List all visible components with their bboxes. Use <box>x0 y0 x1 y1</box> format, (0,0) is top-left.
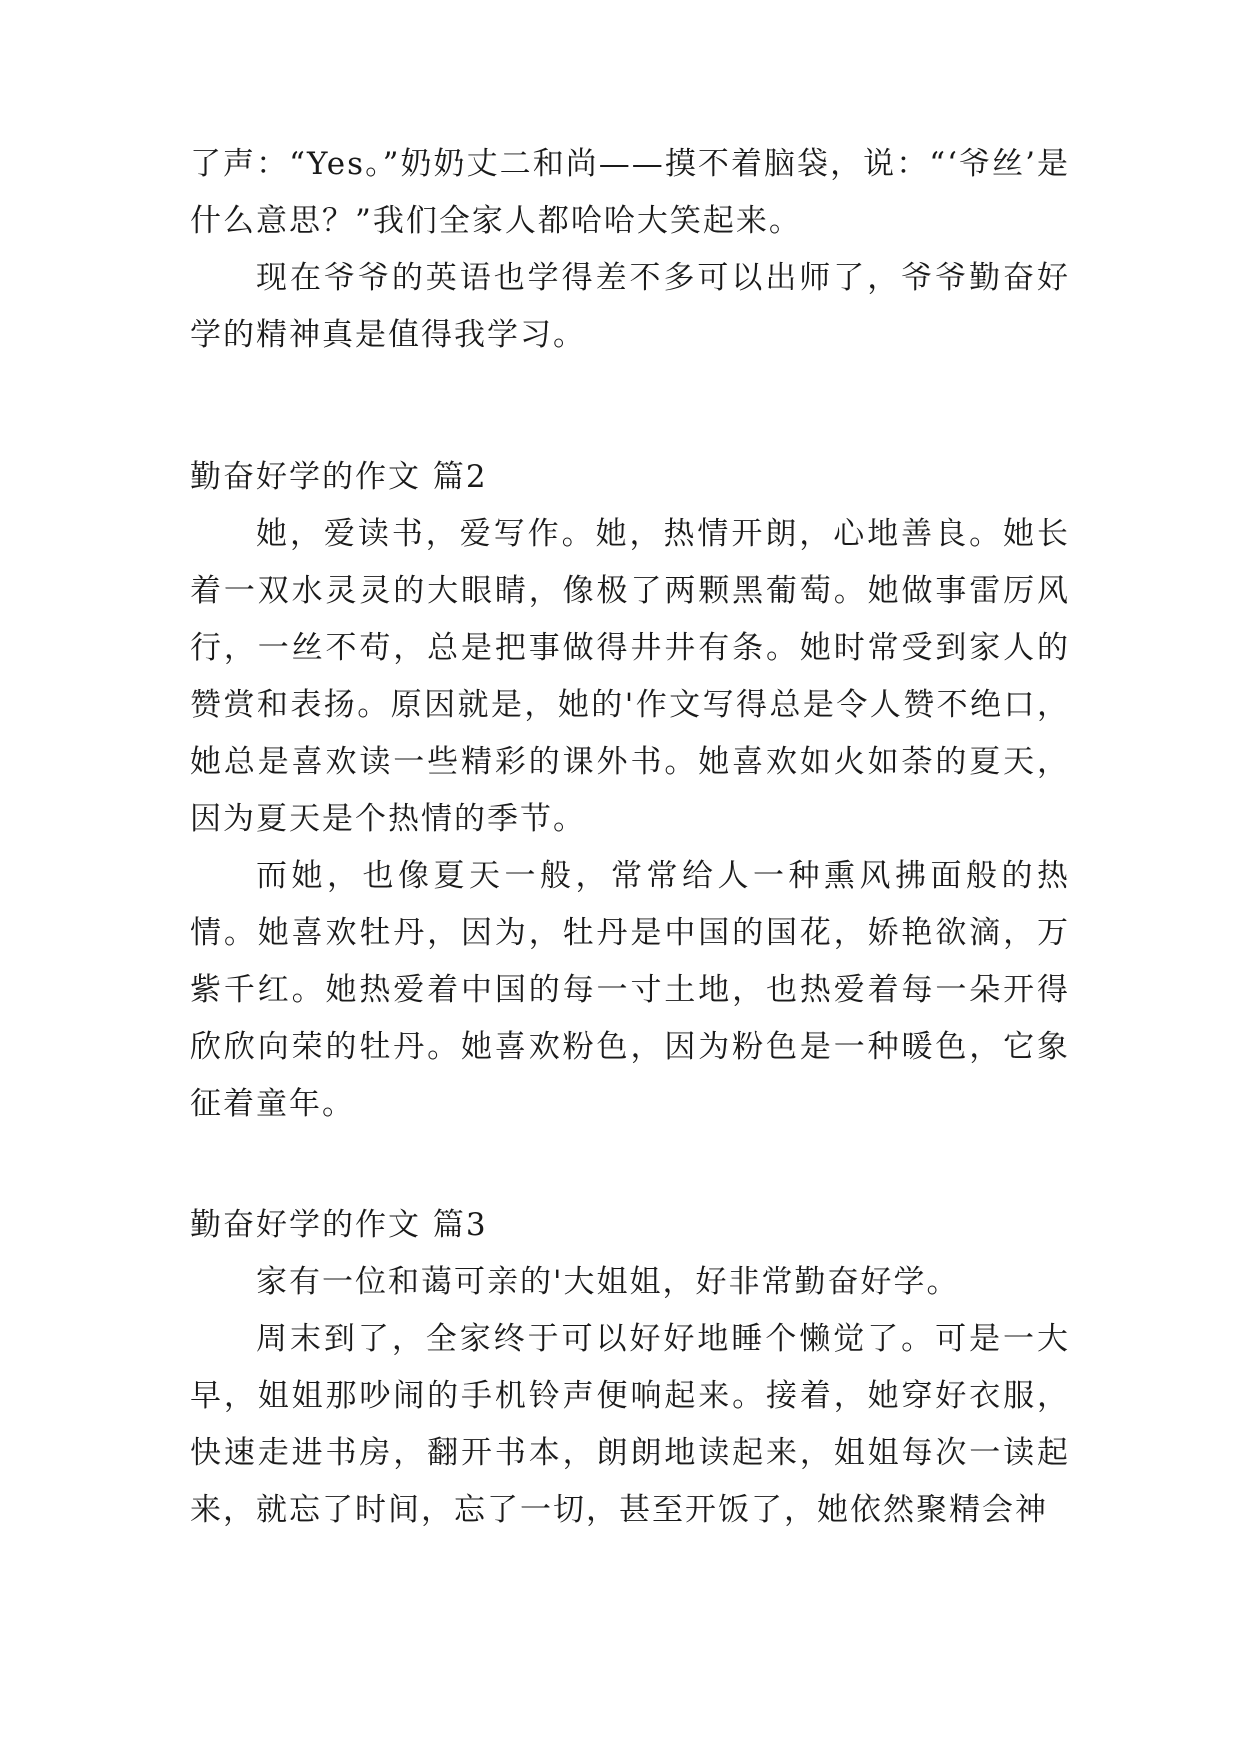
section-2-paragraph-2: 而她，也像夏天一般，常常给人一种熏风拂面般的热情。她喜欢牡丹，因为，牡丹是中国的国花，娇艳欲滴，万紫千红。她热爱着中国的每一寸土地，也热爱着每一朵开得欣欣向荣的牡丹。她喜欢粉色，因为粉色是一种暖色，它象征着童年。 <box>190 858 1070 1122</box>
section-2-heading: 勤奋好学的作文 篇2 <box>190 459 488 495</box>
section-2-body <box>190 506 1070 1133</box>
section-2-paragraph-1: 她，爱读书，爱写作。她，热情开朗，心地善良。她长着一双水灵灵的大眼睛，像极了两颗黑葡萄。她做事雷厉风行，一丝不苟，总是把事做得井井有条。她时常受到家人的赞赏和表扬。原因就是，她的'作文写得总是令人赞不绝口，她总是喜欢读一些精彩的课外书。她喜欢如火如荼的夏天，因为夏天是个热情的季节。 <box>190 516 1070 837</box>
section-3-heading: 勤奋好学的作文 篇3 <box>190 1207 488 1243</box>
section-1-paragraph-1: 了声：“Yes。”奶奶丈二和尚——摸不着脑袋，说：“‘爷丝’是什么意思？”我们全家人都哈哈大笑起来。 <box>190 146 1070 239</box>
section-3-body <box>190 1254 1070 1539</box>
section-3-paragraph-1: 家有一位和蔼可亲的'大姐姐，好非常勤奋好学。 <box>256 1264 960 1300</box>
section-1-paragraph-2: 现在爷爷的英语也学得差不多可以出师了，爷爷勤奋好学的精神真是值得我学习。 <box>190 260 1070 353</box>
section-3-paragraph-2: 周末到了，全家终于可以好好地睡个懒觉了。可是一大早，姐姐那吵闹的手机铃声便响起来。接着，她穿好衣服，快速走进书房，翻开书本，朗朗地读起来，姐姐每次一读起来，就忘了时间，忘了一切，甚至开饭了，她依然聚精会神 <box>190 1321 1070 1528</box>
section-1-body <box>190 136 1070 364</box>
